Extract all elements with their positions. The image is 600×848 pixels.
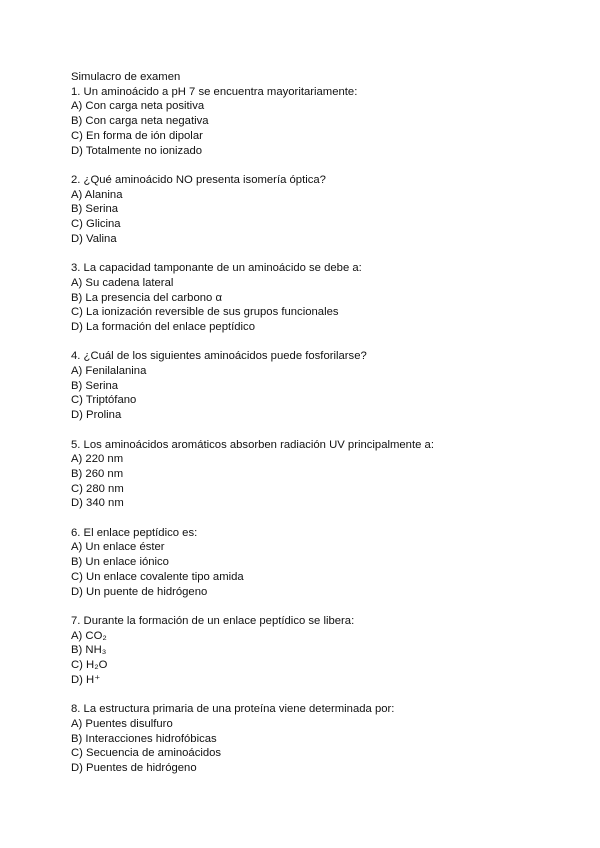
option-a: A) Con carga neta positiva [71,100,205,113]
question-text: 6. El enlace peptídico es: [71,526,198,539]
option-c: C) Triptófano [71,394,137,407]
option-a: A) Alanina [71,188,123,201]
question-5 [71,438,571,512]
option-a: A) Fenilalanina [71,365,147,378]
question-text: 5. Los aminoácidos aromáticos absorben radiación UV principalmente a: [71,438,434,451]
option-d: D) La formación del enlace peptídico [71,320,255,333]
option-d: D) Valina [71,232,117,245]
question-text: 7. Durante la formación de un enlace peptídico se libera: [71,614,355,627]
option-b: B) 260 nm [71,467,124,480]
option-d: D) Un puente de hidrógeno [71,585,208,598]
option-c: C) En forma de ión dipolar [71,129,203,142]
option-a: A) CO₂ [71,629,107,642]
question-2 [71,173,571,247]
question-8 [71,702,571,776]
option-d: D) 340 nm [71,497,124,510]
option-c: C) Glicina [71,218,121,231]
question-3 [71,261,571,335]
option-b: B) Serina [71,203,119,216]
option-b: B) Interacciones hidrofóbicas [71,732,217,745]
option-a: A) 220 nm [71,453,124,466]
option-b: B) La presencia del carbono α [71,291,222,304]
option-a: A) Su cadena lateral [71,276,174,289]
option-c: C) 280 nm [71,482,124,495]
option-a: A) Puentes disulfuro [71,717,173,730]
option-d: D) Prolina [71,409,122,422]
option-c: C) Secuencia de aminoácidos [71,747,222,760]
question-6 [71,526,571,600]
question-text: 4. ¿Cuál de los siguientes aminoácidos puede fosforilarse? [71,350,367,363]
question-text: 3. La capacidad tamponante de un aminoácido se debe a: [71,262,362,275]
question-text: 2. ¿Qué aminoácido NO presenta isomería óptica? [71,173,326,186]
question-4 [71,349,571,423]
question-1 [71,85,571,159]
question-text: 1. Un aminoácido a pH 7 se encuentra mayoritariamente: [71,85,358,98]
exam-title: Simulacro de examen [71,71,181,83]
option-c: C) H₂O [71,659,108,672]
option-d: D) Puentes de hidrógeno [71,761,197,774]
question-text: 8. La estructura primaria de una proteína viene determinada por: [71,703,395,716]
question-7 [71,614,571,688]
option-b: B) Un enlace iónico [71,556,169,569]
option-b: B) NH₃ [71,644,107,657]
option-b: B) Con carga neta negativa [71,115,209,128]
option-d: D) Totalmente no ionizado [71,144,203,157]
exam-page [71,70,571,790]
option-c: C) La ionización reversible de sus grupos funcionales [71,306,339,319]
option-c: C) Un enlace covalente tipo amida [71,570,244,583]
option-a: A) Un enlace éster [71,541,165,554]
option-b: B) Serina [71,379,119,392]
option-d: D) H⁺ [71,673,101,686]
